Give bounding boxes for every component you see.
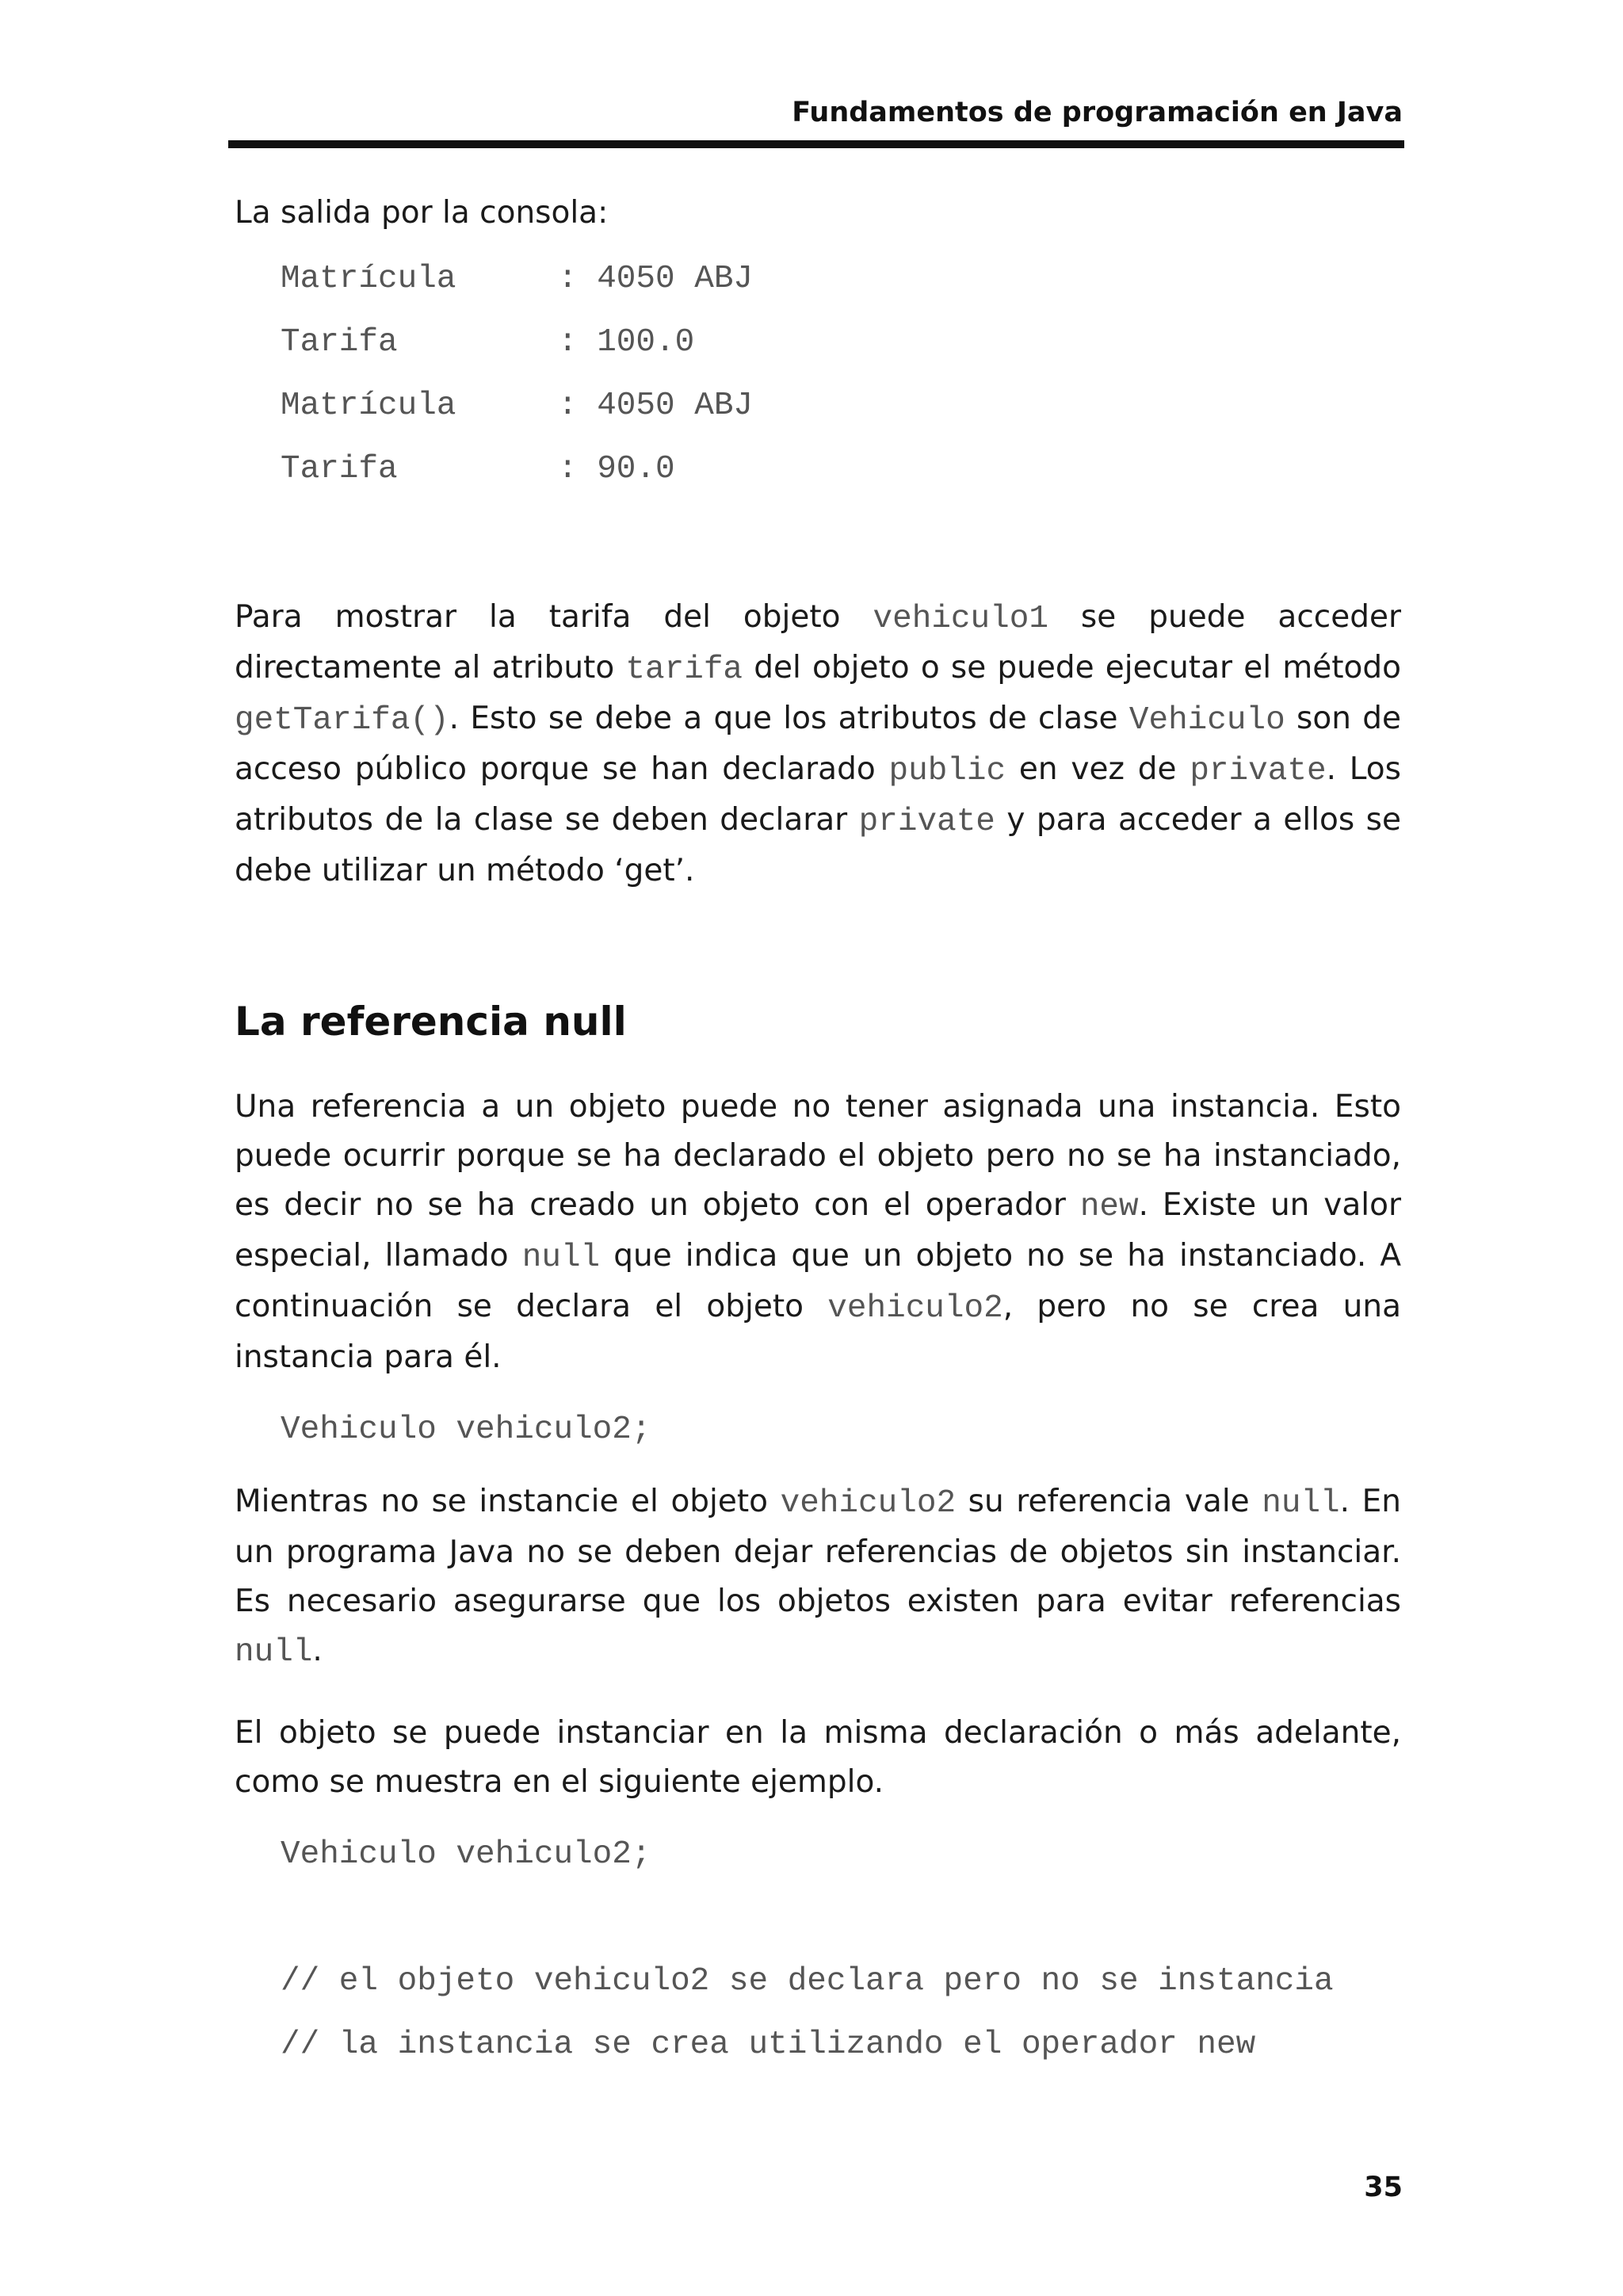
inline-code: null — [1262, 1485, 1340, 1522]
code-line: Vehiculo vehiculo2; — [281, 1836, 651, 1873]
text-run: . Esto se debe a que los atributos de clase — [449, 701, 1129, 736]
text-run: . Los atributos de la clase se deben declarar — [235, 751, 1401, 838]
console-value: : 4050 ABJ — [558, 261, 754, 297]
text-run: Para mostrar la tarifa del objeto — [235, 599, 873, 635]
inline-code: Vehiculo — [1128, 702, 1285, 739]
text-run: en vez de — [1006, 751, 1190, 787]
text-run: Una referencia a un objeto puede no tener asignada una instancia. Esto puede ocurrir porque se ha declarado el objeto pero no se ha instanciado, es decir no se ha creado un objeto con el operador — [235, 1089, 1401, 1223]
instantiation-paragraph: El objeto se puede instanciar en la misma declaración o más adelante, como se muestra en el siguiente ejemplo. — [235, 1715, 1401, 1800]
text-run: , pero no se crea una instancia para él. — [235, 1289, 1401, 1375]
inline-code: getTarifa() — [235, 702, 449, 739]
inline-code: tarifa — [625, 651, 743, 688]
code-blank-line — [281, 1886, 1401, 1950]
console-value: : 100.0 — [558, 324, 695, 361]
code-block — [281, 1823, 1401, 2076]
console-line — [281, 247, 1401, 311]
console-line — [281, 374, 1401, 437]
inline-code: vehiculo1 — [873, 601, 1048, 637]
console-label: Tarifa — [281, 451, 398, 487]
inline-code: null — [521, 1240, 601, 1276]
inline-code: null — [235, 1634, 313, 1671]
console-label: Matrícula — [281, 261, 456, 297]
text-run: . — [312, 1633, 323, 1668]
page-content — [235, 189, 1401, 2076]
header-rule — [228, 140, 1404, 148]
text-run: . En un programa Java no se deben dejar referencias de objetos sin instanciar. Es necesario asegurarse que los objetos existen para evitar referencias — [235, 1484, 1401, 1619]
console-output — [281, 247, 1401, 501]
code-line: Vehiculo vehiculo2; — [281, 1412, 651, 1448]
console-label: Tarifa — [281, 324, 398, 361]
running-header: Fundamentos de programación en Java — [792, 97, 1403, 128]
inline-code: public — [888, 753, 1006, 789]
null-intro-paragraph — [235, 1083, 1401, 1382]
text-run: del objeto o se puede ejecutar el método — [743, 650, 1401, 686]
text-run: que indica que un objeto no se ha instanciado. A continuación se declara el objeto — [235, 1238, 1401, 1324]
tarifa-paragraph — [235, 593, 1401, 896]
inline-code: private — [1190, 753, 1327, 789]
console-label: Matrícula — [281, 388, 456, 424]
console-value: : 90.0 — [558, 451, 675, 487]
console-line — [281, 437, 1401, 501]
text-run: . Existe un valor especial, llamado — [235, 1187, 1401, 1274]
code-block — [281, 1398, 1401, 1461]
inline-code: new — [1079, 1189, 1139, 1225]
console-value: : 4050 ABJ — [558, 388, 754, 424]
page-number: 35 — [1364, 2172, 1403, 2203]
code-comment-line: // la instancia se crea utilizando el operador new — [281, 2027, 1256, 2063]
inline-code: vehiculo2 — [780, 1485, 957, 1522]
inline-code: vehiculo2 — [827, 1290, 1003, 1327]
section-heading: La referencia null — [235, 999, 627, 1045]
intro-paragraph: La salida por la consola: — [235, 195, 609, 231]
text-run: se puede acceder directamente al atributo — [235, 599, 1401, 686]
code-comment-line: // el objeto vehiculo2 se declara pero no se instancia — [281, 1963, 1334, 2000]
text-run: son de acceso público porque se han declarado — [235, 701, 1401, 787]
inline-code: private — [858, 804, 995, 840]
text-run: y para acceder a ellos se debe utilizar un método ‘get’. — [235, 802, 1401, 888]
text-run: Mientras no se instancie el objeto — [235, 1484, 781, 1519]
console-line — [281, 311, 1401, 374]
null-reference-paragraph — [235, 1477, 1401, 1677]
text-run: su referencia vale — [956, 1484, 1262, 1519]
